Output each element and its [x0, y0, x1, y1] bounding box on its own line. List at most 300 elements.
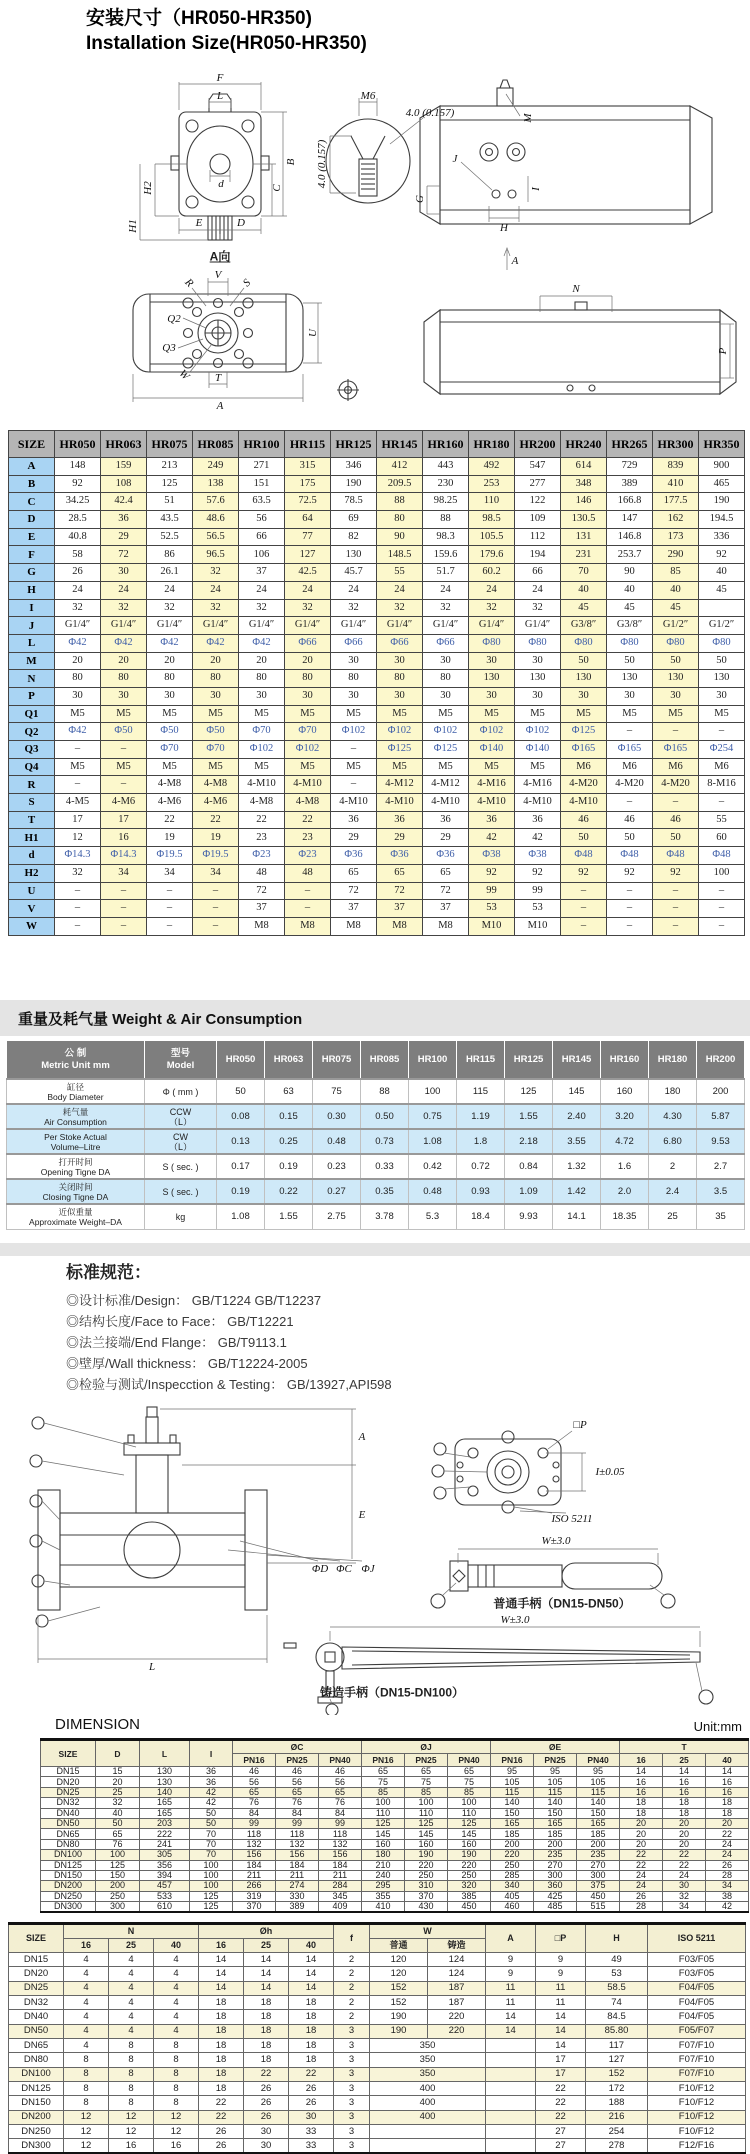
flange-dimension-table	[40, 1738, 749, 1913]
cell: 20	[620, 1839, 663, 1849]
drawing-label: L	[216, 90, 224, 102]
drawing-label: I	[530, 187, 542, 191]
col-header: HR265	[607, 431, 653, 458]
cell: 51	[147, 493, 193, 511]
drawing-label: E	[195, 217, 203, 229]
cell: 412	[377, 458, 423, 476]
cell: 125	[448, 1818, 491, 1828]
cell: DN65	[41, 1829, 96, 1839]
cell: 84	[276, 1808, 319, 1818]
cell: DN150	[9, 2096, 64, 2110]
table-row	[41, 1798, 749, 1808]
cell: 278	[586, 2139, 648, 2153]
drawing-label: 4.0 (0.157)	[316, 139, 328, 189]
cell: 115	[534, 1787, 577, 1797]
cell: 99	[469, 882, 515, 900]
cell: 24	[469, 581, 515, 599]
cell: 32	[331, 599, 377, 617]
cell: 32	[239, 599, 285, 617]
cell: 2.7	[697, 1154, 745, 1179]
cell: –	[653, 723, 699, 741]
cell: M8	[239, 917, 285, 935]
cell: 34	[101, 864, 147, 882]
cell: 66	[239, 528, 285, 546]
cell: 76	[319, 1798, 362, 1808]
cell: 125	[96, 1860, 140, 1870]
row-label: Q3	[9, 741, 55, 759]
cell: 14	[199, 1967, 244, 1981]
cell: 130	[561, 670, 607, 688]
row-label: M	[9, 652, 55, 670]
cell: M5	[515, 705, 561, 723]
cell: 465	[699, 475, 745, 493]
cell: 220	[405, 1860, 448, 1870]
cell: 117	[586, 2039, 648, 2053]
cell: 22	[536, 2110, 586, 2124]
cell: 28	[620, 1902, 663, 1913]
cell: 18	[289, 2010, 334, 2024]
cell: 11	[536, 1996, 586, 2010]
table-row	[41, 1767, 749, 1777]
group-header: W	[370, 1924, 486, 1939]
row-label: R	[9, 776, 55, 794]
cell: 64	[285, 511, 331, 529]
cell: 360	[534, 1881, 577, 1891]
cell: G1/4″	[147, 617, 193, 635]
cell: 0.27	[313, 1179, 361, 1204]
table-row	[9, 652, 745, 670]
cell: 30	[147, 687, 193, 705]
table-row	[41, 1902, 749, 1913]
cell: 65	[319, 1787, 362, 1797]
cell: 355	[362, 1891, 405, 1901]
cell: 17	[536, 2053, 586, 2067]
cell: 22	[193, 811, 239, 829]
cell: 24	[239, 581, 285, 599]
cell: 45	[653, 599, 699, 617]
cell: 8-M16	[699, 776, 745, 794]
col-header: D	[96, 1740, 140, 1767]
cell: 42.4	[101, 493, 147, 511]
cell: 145	[405, 1829, 448, 1839]
cell: 125	[147, 475, 193, 493]
cell: 14	[706, 1767, 749, 1777]
cell: 127	[586, 2053, 648, 2067]
cell: 152	[586, 2067, 648, 2081]
cell: 8	[154, 2039, 199, 2053]
cell: –	[607, 917, 653, 935]
cell: 22	[289, 2067, 334, 2081]
cell: 36	[101, 511, 147, 529]
table-row	[9, 1996, 746, 2010]
cell: 3	[334, 2139, 370, 2153]
cell: 20	[55, 652, 101, 670]
cell: –	[101, 741, 147, 759]
cell: 162	[653, 511, 699, 529]
cell: 132	[233, 1839, 276, 1849]
cell: 8	[64, 2067, 109, 2081]
cell: 4-M8	[193, 776, 239, 794]
cell: 50	[607, 652, 653, 670]
table-row	[9, 2010, 746, 2024]
cell: 8	[154, 2096, 199, 2110]
cell: 389	[276, 1902, 319, 1913]
sub-header: 16	[199, 1939, 244, 1953]
cell: 4-M10	[285, 776, 331, 794]
cell: 8	[64, 2096, 109, 2110]
cell: 179.6	[469, 546, 515, 564]
cell: Φ50	[101, 723, 147, 741]
cell: –	[607, 882, 653, 900]
cell: –	[147, 917, 193, 935]
cell: 4-M10	[239, 776, 285, 794]
cell: 3	[334, 2024, 370, 2038]
cell: 4	[64, 2024, 109, 2038]
cell: 24	[377, 581, 423, 599]
cell: 110	[448, 1808, 491, 1818]
table-row	[9, 705, 745, 723]
cell: 16	[101, 829, 147, 847]
cell: 130	[653, 670, 699, 688]
cell: 175	[285, 475, 331, 493]
cell: 20	[706, 1818, 749, 1828]
cell: 4	[64, 1996, 109, 2010]
cell: 18	[663, 1808, 706, 1818]
cell: 36	[377, 811, 423, 829]
col-header: HR050	[55, 431, 101, 458]
cell: 65	[276, 1787, 319, 1797]
row-label: Per Stoke Actual Volume–Litre	[7, 1129, 145, 1154]
cell: 4	[109, 2024, 154, 2038]
cell: 0.50	[361, 1104, 409, 1129]
cell: Φ125	[377, 741, 423, 759]
table-row	[41, 1870, 749, 1880]
dimension-title: DIMENSION	[55, 1716, 141, 1733]
w-cell: 400	[370, 2096, 486, 2110]
cell: 40	[653, 581, 699, 599]
cell: 36	[331, 811, 377, 829]
table-row	[9, 670, 745, 688]
col-header: HR180	[469, 431, 515, 458]
cell: 84	[319, 1808, 362, 1818]
cell: 46	[653, 811, 699, 829]
cell: 72	[377, 882, 423, 900]
cell: G3/8″	[607, 617, 653, 635]
cell: 45	[561, 599, 607, 617]
col-header: SIZE	[41, 1740, 96, 1767]
cell: 56	[239, 511, 285, 529]
cell: 336	[699, 528, 745, 546]
cell: 25	[649, 1204, 697, 1229]
cell: 148.5	[377, 546, 423, 564]
sub-header: PN25	[276, 1754, 319, 1767]
cell: 4	[154, 2010, 199, 2024]
cell: 271	[239, 458, 285, 476]
cell: 8	[64, 2053, 109, 2067]
cell: 4	[109, 1981, 154, 1995]
cell: 8	[109, 2067, 154, 2081]
cell: 14	[289, 1967, 334, 1981]
cell: 100	[405, 1798, 448, 1808]
cell: M10	[515, 917, 561, 935]
cell: 42.5	[285, 564, 331, 582]
table-row	[7, 1179, 745, 1204]
cell: 52.5	[147, 528, 193, 546]
cell: 85	[653, 564, 699, 582]
table-row	[7, 1079, 745, 1104]
cell: –	[101, 917, 147, 935]
cell: 11	[536, 1981, 586, 1995]
cell: Φ70	[147, 741, 193, 759]
cell: 16	[154, 2139, 199, 2153]
sub-header: 普通	[370, 1939, 428, 1953]
cell: DN40	[41, 1808, 96, 1818]
cell: 253.7	[607, 546, 653, 564]
cell: 18	[289, 1996, 334, 2010]
cell: 14.1	[553, 1204, 601, 1229]
table-row	[9, 2139, 746, 2153]
cell: 76	[276, 1798, 319, 1808]
cell: 14	[663, 1767, 706, 1777]
cell: 127	[285, 546, 331, 564]
cell: 20	[663, 1829, 706, 1839]
cell: 22	[663, 1860, 706, 1870]
cell: 80	[147, 670, 193, 688]
cell: 100	[699, 864, 745, 882]
cell: 24	[620, 1870, 663, 1880]
cell: 315	[285, 458, 331, 476]
cell: Φ165	[653, 741, 699, 759]
dimension-unit: Unit:mm	[693, 1719, 742, 1734]
cell: 106	[239, 546, 285, 564]
cell: 30	[561, 687, 607, 705]
row-label: J	[9, 617, 55, 635]
cell: DN200	[41, 1881, 96, 1891]
cell: 3	[334, 2125, 370, 2139]
cell: 0.75	[409, 1104, 457, 1129]
cell: 30	[331, 687, 377, 705]
cell: 533	[140, 1891, 190, 1901]
table-row	[41, 1818, 749, 1828]
cell: 4-M10	[377, 794, 423, 812]
cell: 125	[362, 1818, 405, 1828]
table-row	[9, 917, 745, 935]
cell: 1.09	[505, 1179, 553, 1204]
col-header: A	[486, 1924, 536, 1953]
sub-header: 铸造	[428, 1939, 486, 1953]
cell: 24	[147, 581, 193, 599]
cell: 145	[448, 1829, 491, 1839]
cell: 8	[154, 2082, 199, 2096]
cell: 45	[607, 599, 653, 617]
cell: 2.4	[649, 1179, 697, 1204]
cell: 26	[289, 2096, 334, 2110]
cell: 100	[448, 1798, 491, 1808]
cell: 410	[653, 475, 699, 493]
cell: 140	[534, 1798, 577, 1808]
model-cell: CCW （L）	[145, 1104, 217, 1129]
drawing-label: D	[237, 217, 245, 229]
cell: 4-M8	[239, 794, 285, 812]
cell: Φ23	[285, 847, 331, 865]
cell: 72.5	[285, 493, 331, 511]
table-row	[9, 2125, 746, 2139]
cell: 32	[96, 1798, 140, 1808]
cell: 99	[276, 1818, 319, 1828]
cell: 30	[469, 687, 515, 705]
standards-title: 标准规范：	[66, 1263, 151, 1282]
row-label: B	[9, 475, 55, 493]
cell: Φ102	[377, 723, 423, 741]
cell: 150	[534, 1808, 577, 1818]
w-cell	[370, 2139, 486, 2153]
row-label: Q4	[9, 758, 55, 776]
cell: 240	[362, 1870, 405, 1880]
cell: 24	[331, 581, 377, 599]
cell: M8	[377, 917, 423, 935]
cell: 18	[244, 2053, 289, 2067]
cell: 32	[193, 564, 239, 582]
group-header: N	[64, 1924, 199, 1939]
cell: 57.6	[193, 493, 239, 511]
cell: 26	[244, 2110, 289, 2124]
weight-section-title: 重量及耗气量 Weight & Air Consumption	[18, 1011, 303, 1028]
cell: 53	[586, 1967, 648, 1981]
cell: G1/2″	[699, 617, 745, 635]
cell: 27	[536, 2139, 586, 2153]
cell: 23	[239, 829, 285, 847]
cell: Φ36	[331, 847, 377, 865]
cell: 30	[423, 652, 469, 670]
cell: 92	[515, 864, 561, 882]
cell: 177.5	[653, 493, 699, 511]
cell: 151	[239, 475, 285, 493]
cell: 20	[96, 1777, 140, 1787]
cell: Φ102	[239, 741, 285, 759]
cell: 389	[607, 475, 653, 493]
cell: 131	[561, 528, 607, 546]
table-row	[41, 1850, 749, 1860]
cell: 130	[140, 1777, 190, 1787]
cell: –	[55, 882, 101, 900]
cell: 130	[469, 670, 515, 688]
cell: 253	[469, 475, 515, 493]
table-row	[9, 741, 745, 759]
cell: DN20	[9, 1967, 64, 1981]
cell: 210	[362, 1860, 405, 1870]
drawing-label: ΦD	[311, 1563, 329, 1575]
table-row	[9, 1953, 746, 1967]
drawing-label: L	[148, 1661, 156, 1673]
cell: 34	[147, 864, 193, 882]
cell: 53	[469, 900, 515, 918]
table-row	[9, 1981, 746, 1995]
w-cell: 350	[370, 2053, 486, 2067]
cell: 443	[423, 458, 469, 476]
cell: 50	[561, 829, 607, 847]
cell: G3/8″	[561, 617, 607, 635]
col-header: f	[334, 1924, 370, 1953]
cell: G1/4″	[515, 617, 561, 635]
cell: 37	[239, 564, 285, 582]
actuator-drawing	[0, 56, 750, 430]
row-label: W	[9, 917, 55, 935]
valve-drawing	[0, 1395, 750, 1715]
cell: 18	[706, 1808, 749, 1818]
cell: 11	[486, 1981, 536, 1995]
cell: 14	[536, 2039, 586, 2053]
cell: 0.15	[265, 1104, 313, 1129]
cell: 4.72	[601, 1129, 649, 1154]
cell: 4-M8	[285, 794, 331, 812]
cell: 300	[96, 1902, 140, 1913]
cell: 28	[706, 1870, 749, 1880]
table-row	[9, 776, 745, 794]
cell: 492	[469, 458, 515, 476]
cell: 76	[233, 1798, 276, 1808]
cell: 547	[515, 458, 561, 476]
cell: 105	[534, 1777, 577, 1787]
row-label: Q1	[9, 705, 55, 723]
cell: 300	[577, 1870, 620, 1880]
group-header: ØE	[491, 1740, 620, 1754]
cell: 100	[96, 1850, 140, 1860]
cell: 1.42	[553, 1179, 601, 1204]
cell: Φ102	[469, 723, 515, 741]
row-label: 关闭时间 Closing Tigne DA	[7, 1179, 145, 1204]
w-cell: 220	[428, 2010, 486, 2024]
cell: 105	[491, 1777, 534, 1787]
cell: 18	[199, 2024, 244, 2038]
cell: 16	[706, 1777, 749, 1787]
cell: 32	[55, 864, 101, 882]
cell: 24	[285, 581, 331, 599]
drawing-label: ΦJ	[361, 1563, 375, 1575]
cell: M5	[239, 758, 285, 776]
standards-section	[66, 1258, 392, 1395]
cell: 140	[140, 1787, 190, 1797]
cell: M6	[607, 758, 653, 776]
cell: 3.5	[697, 1179, 745, 1204]
cell: 138	[193, 475, 239, 493]
drawing-label: P	[717, 347, 729, 355]
cell: 3.55	[553, 1129, 601, 1154]
cell: 0.30	[313, 1104, 361, 1129]
cell: G1/4″	[55, 617, 101, 635]
col-header: HR063	[101, 431, 147, 458]
cell: 160	[601, 1079, 649, 1104]
cell: 3	[334, 2053, 370, 2067]
cell: 2	[649, 1154, 697, 1179]
cell: 80	[55, 670, 101, 688]
cell: 24	[423, 581, 469, 599]
cell: 184	[319, 1860, 362, 1870]
cell: 29	[101, 528, 147, 546]
cell: G1/4″	[469, 617, 515, 635]
col-header: HR115	[457, 1041, 505, 1080]
cell: 50	[653, 829, 699, 847]
cell: 285	[491, 1870, 534, 1880]
cell: 65	[405, 1767, 448, 1777]
cell: –	[653, 882, 699, 900]
cell: Φ70	[193, 741, 239, 759]
cell: M5	[285, 758, 331, 776]
cell: G1/4″	[331, 617, 377, 635]
cell: 20	[620, 1829, 663, 1839]
cell	[486, 2096, 536, 2110]
cell: 72	[331, 882, 377, 900]
cell: 34	[706, 1881, 749, 1891]
